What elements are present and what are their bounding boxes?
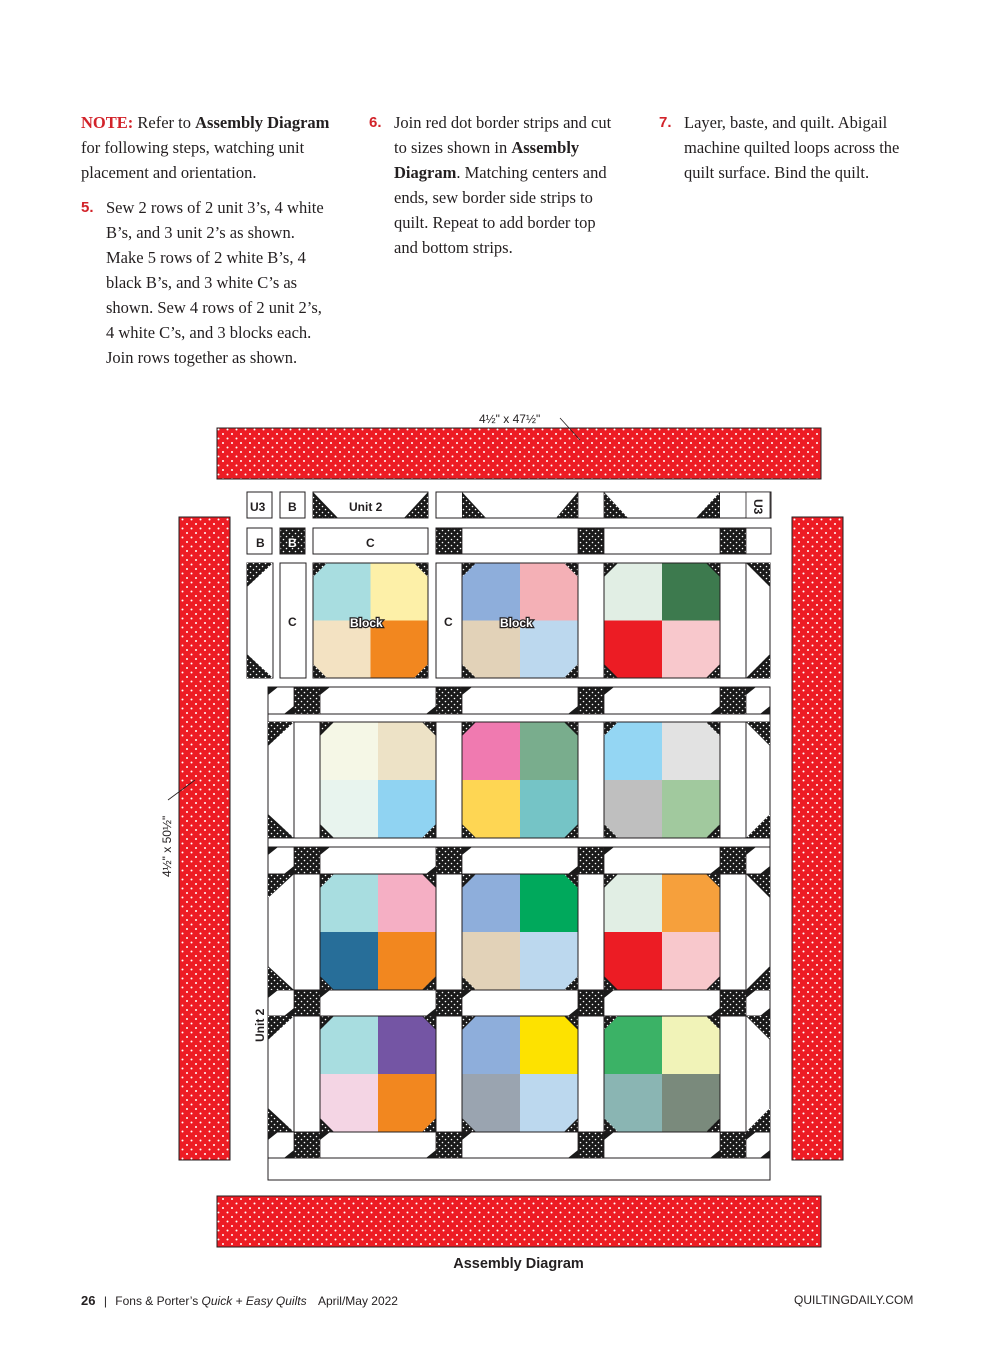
note-post: for following steps, watching unit placement and orientation. — [81, 138, 305, 182]
u3-label-right: U3 — [751, 499, 765, 515]
block-quadrant — [378, 1016, 436, 1074]
step-7-number: 7. — [659, 114, 672, 131]
step-5-text: Sew 2 rows of 2 unit 3’s, 4 white B’s, and 3 unit 2’s as shown. Make 5 rows of 2 white B’s, 4 black B’s, and 3 white C’s as shown. Sew 4 rows of 2 unit 2’s, 4 white C’s, and 3 blocks each. Join rows together as shown. — [106, 198, 324, 367]
black-b-square — [578, 687, 604, 714]
block-quadrant — [662, 1016, 720, 1074]
c-white-strip — [294, 722, 320, 838]
block-quadrant — [662, 722, 720, 780]
sashing-row-6 — [268, 1132, 770, 1158]
c-white-strip — [436, 1016, 462, 1132]
note-paragraph — [81, 110, 346, 185]
c-white-strip — [436, 874, 462, 990]
block-quadrant — [662, 780, 720, 838]
note-pre: Refer to — [137, 113, 191, 132]
black-b-square — [436, 990, 462, 1016]
block-label-1: Block — [350, 616, 383, 630]
block-quadrant — [520, 1074, 578, 1132]
c-white-strip — [294, 1016, 320, 1132]
magazine-title: Quick + Easy Quilts — [201, 1294, 307, 1308]
block-quadrant — [320, 722, 378, 780]
step-7-text: Layer, baste, and quilt. Abigail machine quilted loops across the quilt surface. Bind the quilt. — [684, 113, 900, 182]
black-b-square — [720, 847, 746, 874]
step-6-post: . Matching centers and ends, sew border side strips to quilt. Repeat to add border top and bottom strips. — [394, 163, 607, 257]
c-label-row2: C — [366, 536, 375, 550]
c-label-side-1: C — [288, 615, 297, 629]
block-quadrant — [462, 722, 520, 780]
b-white — [578, 492, 604, 518]
b-label-row2-black: B — [288, 536, 297, 550]
side-border-size-label: 4½" x 50½" — [160, 815, 174, 877]
c-white-strip — [578, 1016, 604, 1132]
footer-right — [794, 1293, 913, 1307]
block-quadrant — [378, 1074, 436, 1132]
assembly-diagram — [0, 400, 997, 1260]
block-quadrant — [604, 621, 662, 679]
block-quadrant — [604, 563, 662, 621]
black-b-square — [578, 528, 604, 554]
diagram-caption: Assembly Diagram — [453, 1256, 584, 1272]
column-3 — [659, 110, 909, 185]
quilt-center — [247, 492, 771, 1180]
note-label: NOTE: — [81, 113, 134, 132]
sashing-row-3 — [268, 687, 770, 714]
black-b-square — [578, 847, 604, 874]
black-b-square — [578, 1132, 604, 1158]
black-b-square — [720, 990, 746, 1016]
block-quadrant — [462, 563, 520, 621]
block-quadrant — [604, 1074, 662, 1132]
column-1 — [81, 110, 346, 370]
step-6-number: 6. — [369, 114, 382, 131]
block-quadrant — [462, 1074, 520, 1132]
black-b-square — [294, 990, 320, 1016]
black-b-square — [294, 687, 320, 714]
black-b-square — [720, 1132, 746, 1158]
note-ref: Assembly Diagram — [195, 113, 330, 132]
unit2-label-top: Unit 2 — [349, 500, 383, 514]
c-white-strip — [436, 722, 462, 838]
black-b-square — [294, 1132, 320, 1158]
block-quadrant — [371, 563, 429, 621]
c-white-strip — [720, 1016, 746, 1132]
block-quadrant — [378, 932, 436, 990]
block-quadrant — [462, 1016, 520, 1074]
c-white-strip — [720, 563, 746, 678]
step-6-ref: Assembly Diagram — [394, 138, 580, 182]
footer-separator: | — [103, 1294, 107, 1308]
c-white-strip — [720, 722, 746, 838]
block-quadrant — [320, 932, 378, 990]
block-quadrant — [462, 780, 520, 838]
c-white-strip — [294, 874, 320, 990]
block-quadrant — [604, 874, 662, 932]
block-quadrant — [378, 722, 436, 780]
block-quadrant — [662, 874, 720, 932]
website: QUILTINGDAILY.COM — [794, 1293, 914, 1307]
bottom-border-strip — [217, 1196, 821, 1247]
block-quadrant — [320, 780, 378, 838]
step-6 — [369, 110, 622, 260]
black-b-square — [436, 528, 462, 554]
block-quadrant — [520, 1016, 578, 1074]
step-6-pre: Join red dot border strips and cut to sizes shown in — [394, 113, 612, 157]
black-b-square — [578, 990, 604, 1016]
block-quadrant — [520, 722, 578, 780]
column-2 — [369, 110, 619, 260]
block-quadrant — [662, 1074, 720, 1132]
c-white-strip — [578, 722, 604, 838]
black-b-square — [294, 847, 320, 874]
black-b-square — [720, 687, 746, 714]
block-quadrant — [378, 874, 436, 932]
block-label-2: Block — [500, 616, 533, 630]
top-border-size-label: 4½" x 47½" — [479, 412, 541, 426]
magazine-prefix: Fons & Porter’s — [115, 1294, 199, 1308]
block-quadrant — [604, 780, 662, 838]
block-quadrant — [313, 563, 371, 621]
black-b-square — [436, 1132, 462, 1158]
u3-label-left: U3 — [250, 500, 266, 514]
block-quadrant — [520, 932, 578, 990]
top-border-strip — [217, 428, 821, 479]
block-quadrant — [520, 874, 578, 932]
block-quadrant — [520, 563, 578, 621]
block-quadrant — [320, 1074, 378, 1132]
left-border-strip — [179, 517, 230, 1160]
block-quadrant — [320, 1016, 378, 1074]
c-white-strip — [578, 563, 604, 678]
step-5-number: 5. — [81, 199, 94, 216]
block-quadrant — [378, 780, 436, 838]
block-quadrant — [462, 874, 520, 932]
c-white-strip — [578, 874, 604, 990]
c-label-side-2: C — [444, 615, 453, 629]
block-quadrant — [462, 932, 520, 990]
step-7 — [659, 110, 910, 185]
block-quadrant — [320, 874, 378, 932]
right-border-strip — [792, 517, 843, 1160]
sashing-row-5 — [268, 990, 770, 1016]
block-quadrant — [520, 780, 578, 838]
black-b-square — [720, 528, 746, 554]
block-quadrant — [604, 1016, 662, 1074]
b-label-row2-white: B — [256, 536, 265, 550]
black-b-square — [436, 687, 462, 714]
block-quadrant — [662, 563, 720, 621]
unit2-label-side: Unit 2 — [253, 1008, 267, 1042]
block-quadrant — [604, 932, 662, 990]
block-quadrant — [662, 621, 720, 679]
footer-left — [81, 1293, 398, 1308]
sashing-row-4 — [268, 847, 770, 874]
black-b-square — [436, 847, 462, 874]
block-quadrant — [604, 722, 662, 780]
step-5 — [81, 195, 332, 370]
c-white-strip — [720, 874, 746, 990]
page-number: 26 — [81, 1293, 96, 1308]
block-quadrant — [662, 932, 720, 990]
issue-date: April/May 2022 — [317, 1294, 398, 1308]
b-label-row1: B — [288, 500, 297, 514]
